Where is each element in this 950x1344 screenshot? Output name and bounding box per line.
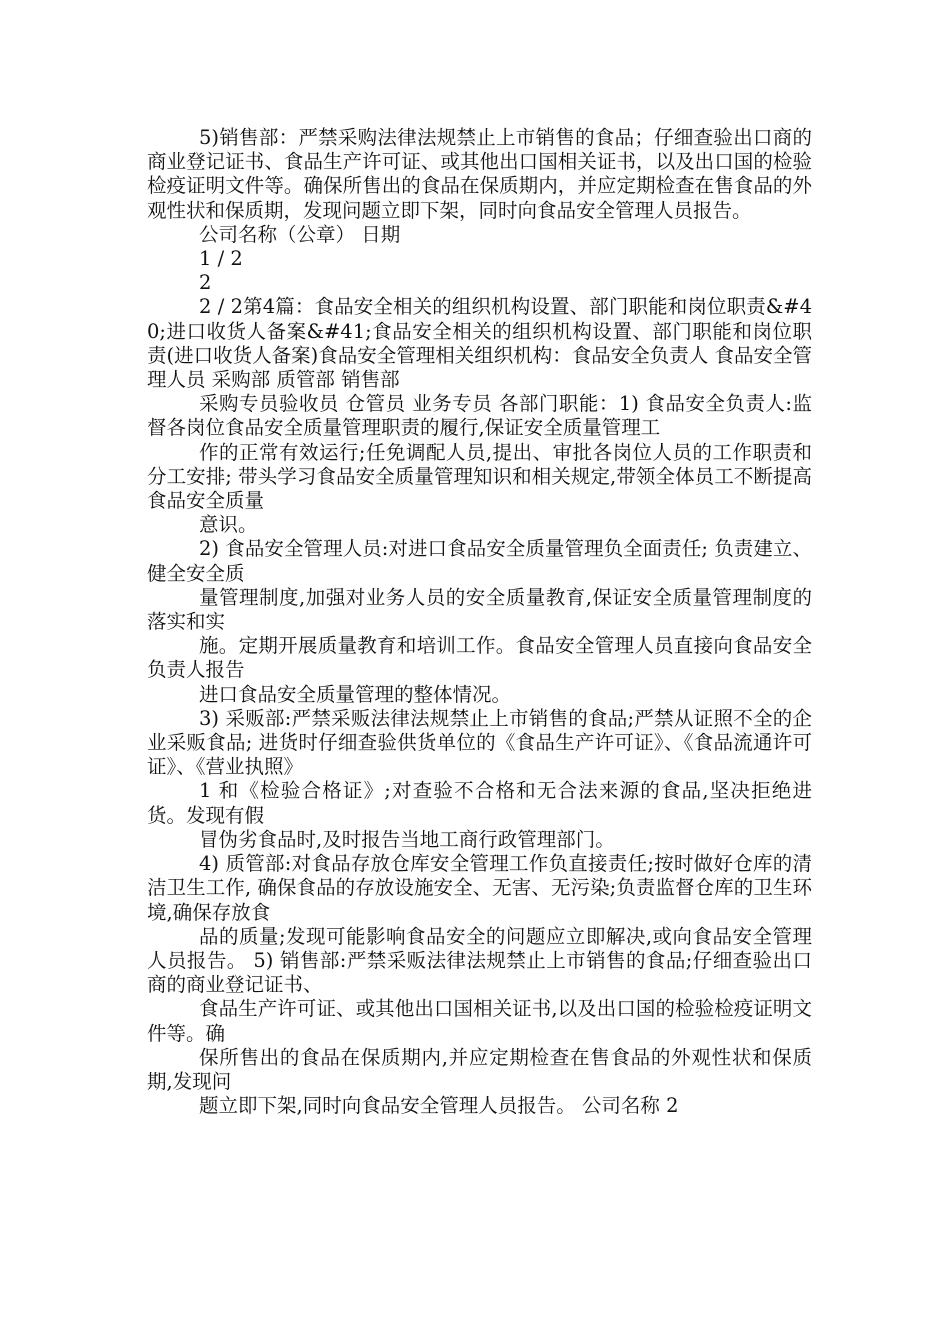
- paragraph: 品的质量;发现可能影响食品安全的问题应立即解决,或向食品安全管理人员报告。 5) 销售部:严禁采贩法律法规禁止上市销售的食品;仔细查验出口商的商业登记证书、: [147, 924, 812, 997]
- paragraph: 采购专员验收员 仓管员 业务专员 各部门职能：1) 食品安全负责人:监督各岗位食品安全质量管理职责的履行,保证安全质量管理工: [147, 392, 812, 440]
- paragraph: 题立即下架,同时向食品安全管理人员报告。 公司名称 2: [199, 1094, 679, 1118]
- paragraph: 2 / 2第4篇：食品安全相关的组织机构设置、部门职能和岗位职责&#40;进口收货人备案&#41;食品安全相关的组织机构设置、部门职能和岗位职责(进口收货人备案)食品安全管理相关组织机构：食品安全负责人 食品安全管理人员 采购部 质管部 销售部: [147, 295, 812, 392]
- paragraph: 意识。: [199, 513, 258, 537]
- paragraph: 量管理制度,加强对业务人员的安全质量教育,保证安全质量管理制度的落实和实: [147, 585, 812, 634]
- paragraph: 公司名称（公章） 日期: [199, 222, 401, 246]
- paragraph: 3) 采贩部:严禁采贩法律法规禁止上市销售的食品;严禁从证照不全的企业采贩食品; 进货时仔细查验供货单位的《食品生产许可证》、《食品流通许可证》、《营业执照》: [147, 706, 812, 779]
- paragraph: 冒伪劣食品时,及时报告当地工商行政管理部门。: [199, 827, 615, 851]
- paragraph: 2: [199, 271, 212, 295]
- paragraph: 施。定期开展质量教育和培训工作。食品安全管理人员直接向食品安全负责人报告: [147, 634, 812, 682]
- document-body: [147, 126, 812, 1118]
- paragraph: 进口食品安全质量管理的整体情况。: [199, 682, 512, 706]
- paragraph: 保所售出的食品在保质期内,并应定期检查在售食品的外观性状和保质期,发现问: [147, 1045, 812, 1093]
- paragraph: 食品生产许可证、或其他出口国相关证书,以及出口国的检验检疫证明文件等。确: [147, 997, 812, 1045]
- paragraph: 1 和《检验合格证》;对查验不合格和无合法来源的食品,坚决拒绝进货。发现有假: [147, 779, 812, 827]
- paragraph: 4) 质管部:对食品存放仓库安全管理工作负直接责任;按时做好仓库的清洁卫生工作, 确保食品的存放设施安全、无害、无污染;负责监督仓库的卫生环境,确保存放食: [147, 852, 812, 924]
- paragraph: 1 / 2: [199, 247, 243, 271]
- paragraph: 作的正常有效运行;任免调配人员,提出、审批各岗位人员的工作职责和分工安排; 带头学习食品安全质量管理知识和相关规定,带领全体员工不断提高食品安全质量: [147, 440, 812, 513]
- paragraph: 2) 食品安全管理人员:对进口食品安全质量管理负全面责任; 负责建立、健全安全质: [147, 537, 812, 585]
- paragraph: 5)销售部：严禁采购法律法规禁止上市销售的食品；仔细查验出口商的商业登记证书、食品生产许可证、或其他出口国相关证书，以及出口国的检验检疫证明文件等。确保所售出的食品在保质期内，并应定期检查在售食品的外观性状和保质期，发现问题立即下架，同时向食品安全管理人员报告。: [147, 126, 812, 222]
